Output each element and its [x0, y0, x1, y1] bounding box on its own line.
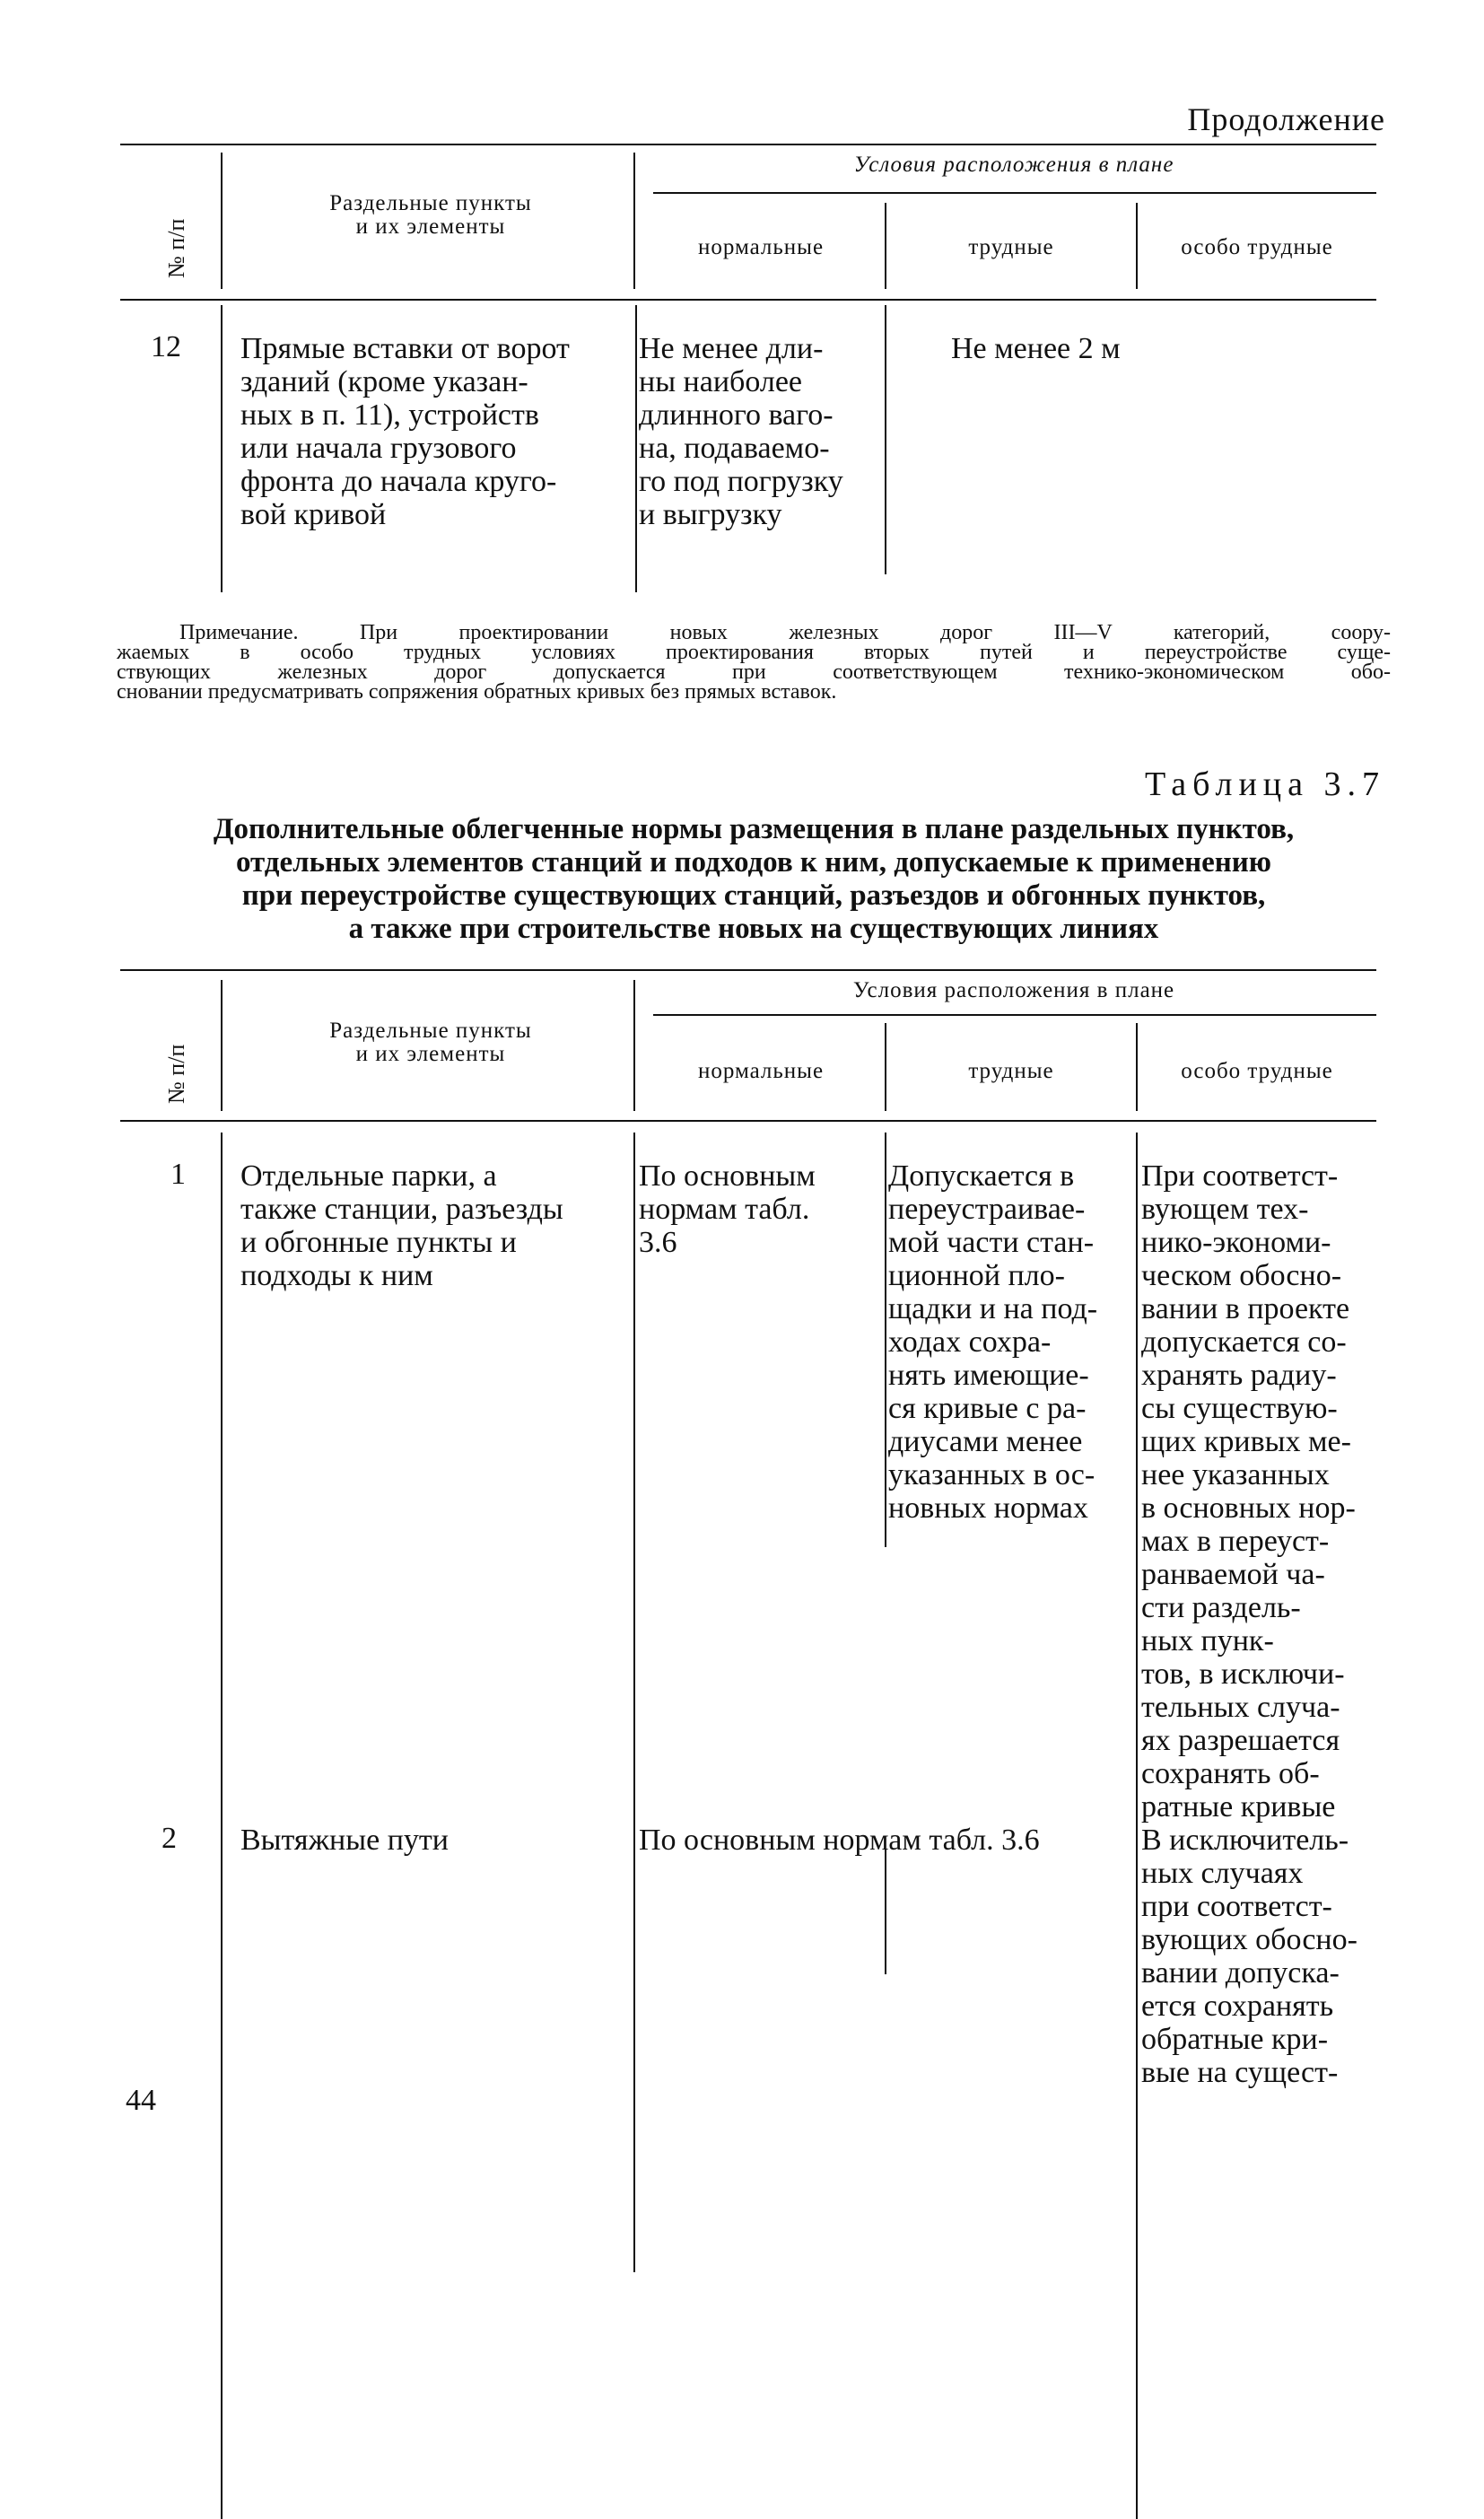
table-row-normal-difficult-merged: По основным нормам табл. 3.6 — [639, 1824, 1040, 1857]
num-column-header: № п/п — [163, 1044, 189, 1104]
table-row-element: Отдельные парки, а также станции, разъезды и обгонные пункты и подходы к ним — [240, 1159, 563, 1292]
num-column-header: № п/п — [163, 218, 189, 278]
note-line: ствующих железных дорог допускается при соответствующем технико-экономическом обо- — [117, 660, 1391, 684]
table-row-element: Прямые вставки от ворот зданий (кроме указан- ных в п. 11), устройств или начала грузового фронта до начала круго- вой кривой — [240, 332, 570, 531]
table-title — [117, 813, 1391, 946]
table-label: Таблица 3.7 — [1144, 765, 1385, 803]
table-title-line: отдельных элементов станций и подходов к ним, допускаемые к применению — [235, 846, 1272, 879]
table-title-line: Дополнительные облегченные нормы размещения в плане раздельных пунктов, — [213, 813, 1295, 845]
normal-column-header: нормальные — [697, 235, 825, 259]
very-difficult-column-header: особо трудные — [1181, 235, 1333, 259]
elements-column-header: Раздельные пункты и их элементы — [329, 191, 532, 239]
table-row-very-difficult: В исключитель- ных случаях при соответст- вующих обосно- вании допуска- ется сохранять обратные кри- вые на сущест- — [1141, 1824, 1357, 2089]
difficult-column-header: трудные — [968, 1059, 1054, 1083]
conditions-header: Условия расположения в плане — [852, 978, 1175, 1002]
table-row-number: 12 — [151, 330, 181, 363]
note-line: Примечание. При проектировании новых железных дорог III—V категорий, соору- — [179, 621, 1391, 644]
table-row-normal: По основным нормам табл. 3.6 — [639, 1159, 816, 1259]
normal-column-header: нормальные — [697, 1059, 825, 1083]
note-line: жаемых в особо трудных условиях проектирования вторых путей и переустройстве суще- — [117, 641, 1391, 664]
continued-label: Продолжение — [1187, 101, 1385, 137]
table-title-line: при переустройстве существующих станций, разъездов и обгонных пунктов, — [241, 879, 1266, 912]
table-note — [117, 623, 1391, 702]
conditions-header: Условия расположения в плане — [853, 153, 1174, 177]
difficult-column-header: трудные — [968, 235, 1054, 259]
table-title-line: а также при строительстве новых на существующих линиях — [348, 913, 1159, 945]
table-row-normal: Не менее дли- ны наиболее длинного ваго- на, подаваемо- го под погрузку и выгрузку — [639, 332, 843, 531]
elements-column-header: Раздельные пункты и их элементы — [329, 1019, 532, 1066]
note-line: сновании предусматривать сопряжения обратных кривых без прямых вставок. — [117, 680, 837, 704]
table-row-number: 2 — [161, 1822, 177, 1855]
table-row-difficult: Допускается в переустраивае- мой части стан- ционной пло- щадки и на под- ходах сохра- нять имеющие- ся кривые с ра- диусами менее указанных в ос- новных нормах — [888, 1159, 1098, 1525]
table-row-very-difficult: При соответст- вующем тех- нико-экономи- ческом обосно- вании в проекте допускается со- хранять радиу- сы существую- щих кривых ме- нее указанных в основных нор- мах в переуст- ранваемой ча- сти раздель- ных пунк- тов, в исключи- тельных случа- ях разрешается сохранять об- ратные кривые — [1141, 1159, 1356, 1824]
table-row-number: 1 — [170, 1158, 186, 1191]
page-number: 44 — [126, 2084, 156, 2117]
table-row-difficult-merged: Не менее 2 м — [951, 332, 1121, 365]
table-row-element: Вытяжные пути — [240, 1824, 449, 1857]
very-difficult-column-header: особо трудные — [1181, 1059, 1333, 1083]
